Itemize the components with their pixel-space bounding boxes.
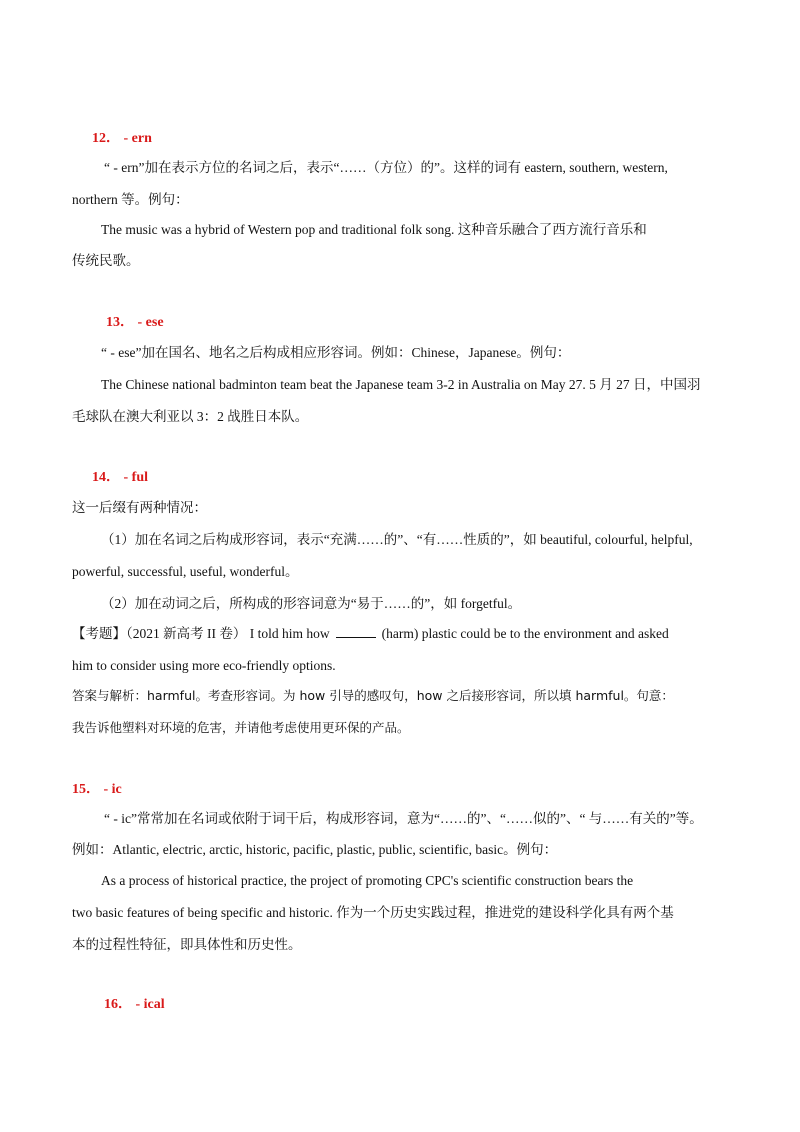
section-13-translation: 毛球队在澳大利亚以 3：2 战胜日本队。: [72, 409, 309, 424]
section-12-heading: 12． - ern: [92, 131, 152, 146]
section-15-line-2: 例如：Atlantic, electric, arctic, historic, pacific, plastic, public, scientific, basic。例句：: [72, 842, 558, 857]
answer-blank: [336, 625, 376, 638]
exam-question-line-2: him to consider using more eco-friendly options.: [72, 658, 336, 673]
section-15-translation: 本的过程性特征，即具体性和历史性。: [72, 937, 302, 952]
section-12-translation: 传统民歌。: [72, 253, 140, 268]
section-14-heading: 14． - ful: [92, 470, 148, 485]
exam-question-suffix: (harm) plastic could be to the environment and asked: [381, 626, 669, 641]
section-16-heading: 16． - ical: [104, 997, 165, 1012]
section-14-line-1: 这一后缀有两种情况：: [72, 500, 207, 515]
section-15-example-2: two basic features of being specific and historic. 作为一个历史实践过程，推进党的建设科学化具有两个基: [72, 905, 674, 920]
exam-question-prefix: 【考题】（2021 新高考 II 卷） I told him how: [72, 626, 330, 641]
exam-answer-line-2: 我告诉他塑料对环境的危害，并请他考虑使用更环保的产品。: [72, 720, 410, 735]
exam-answer-line-1: 答案与解析：harmful。考查形容词。为 how 引导的感叹句，how 之后接形容词，所以填 harmful。句意：: [72, 688, 674, 703]
exam-question: [72, 625, 669, 643]
section-13-example: The Chinese national badminton team beat the Japanese team 3-2 in Australia on May 27. 5 月 27 日，中国羽: [101, 377, 701, 392]
section-15-heading: 15． - ic: [72, 782, 122, 797]
section-14-line-2: （1）加在名词之后构成形容词，表示“充满……的”、“有……性质的”，如 beautiful, colourful, helpful,: [101, 532, 693, 547]
section-13-line-1: “ - ese”加在国名、地名之后构成相应形容词。例如：Chinese，Japanese。例句：: [101, 345, 571, 360]
section-12-example: The music was a hybrid of Western pop and traditional folk song. 这种音乐融合了西方流行音乐和: [101, 222, 647, 237]
section-12-line-2: northern 等。例句：: [72, 192, 189, 207]
section-15-example-1: As a process of historical practice, the project of promoting CPC's scientific construction bears the: [101, 873, 634, 888]
section-12-line-1: “ - ern”加在表示方位的名词之后，表示“……（方位）的”。这样的词有 eastern, southern, western,: [104, 160, 668, 175]
section-14-line-3: powerful, successful, useful, wonderful。: [72, 564, 299, 579]
section-14-line-4: （2）加在动词之后，所构成的形容词意为“易于……的”，如 forgetful。: [101, 596, 522, 611]
section-13-heading: 13． - ese: [106, 315, 164, 330]
section-15-line-1: “ - ic”常常加在名词或依附于词干后，构成形容词，意为“……的”、“……似的”、“ 与……有关的”等。: [104, 811, 703, 826]
